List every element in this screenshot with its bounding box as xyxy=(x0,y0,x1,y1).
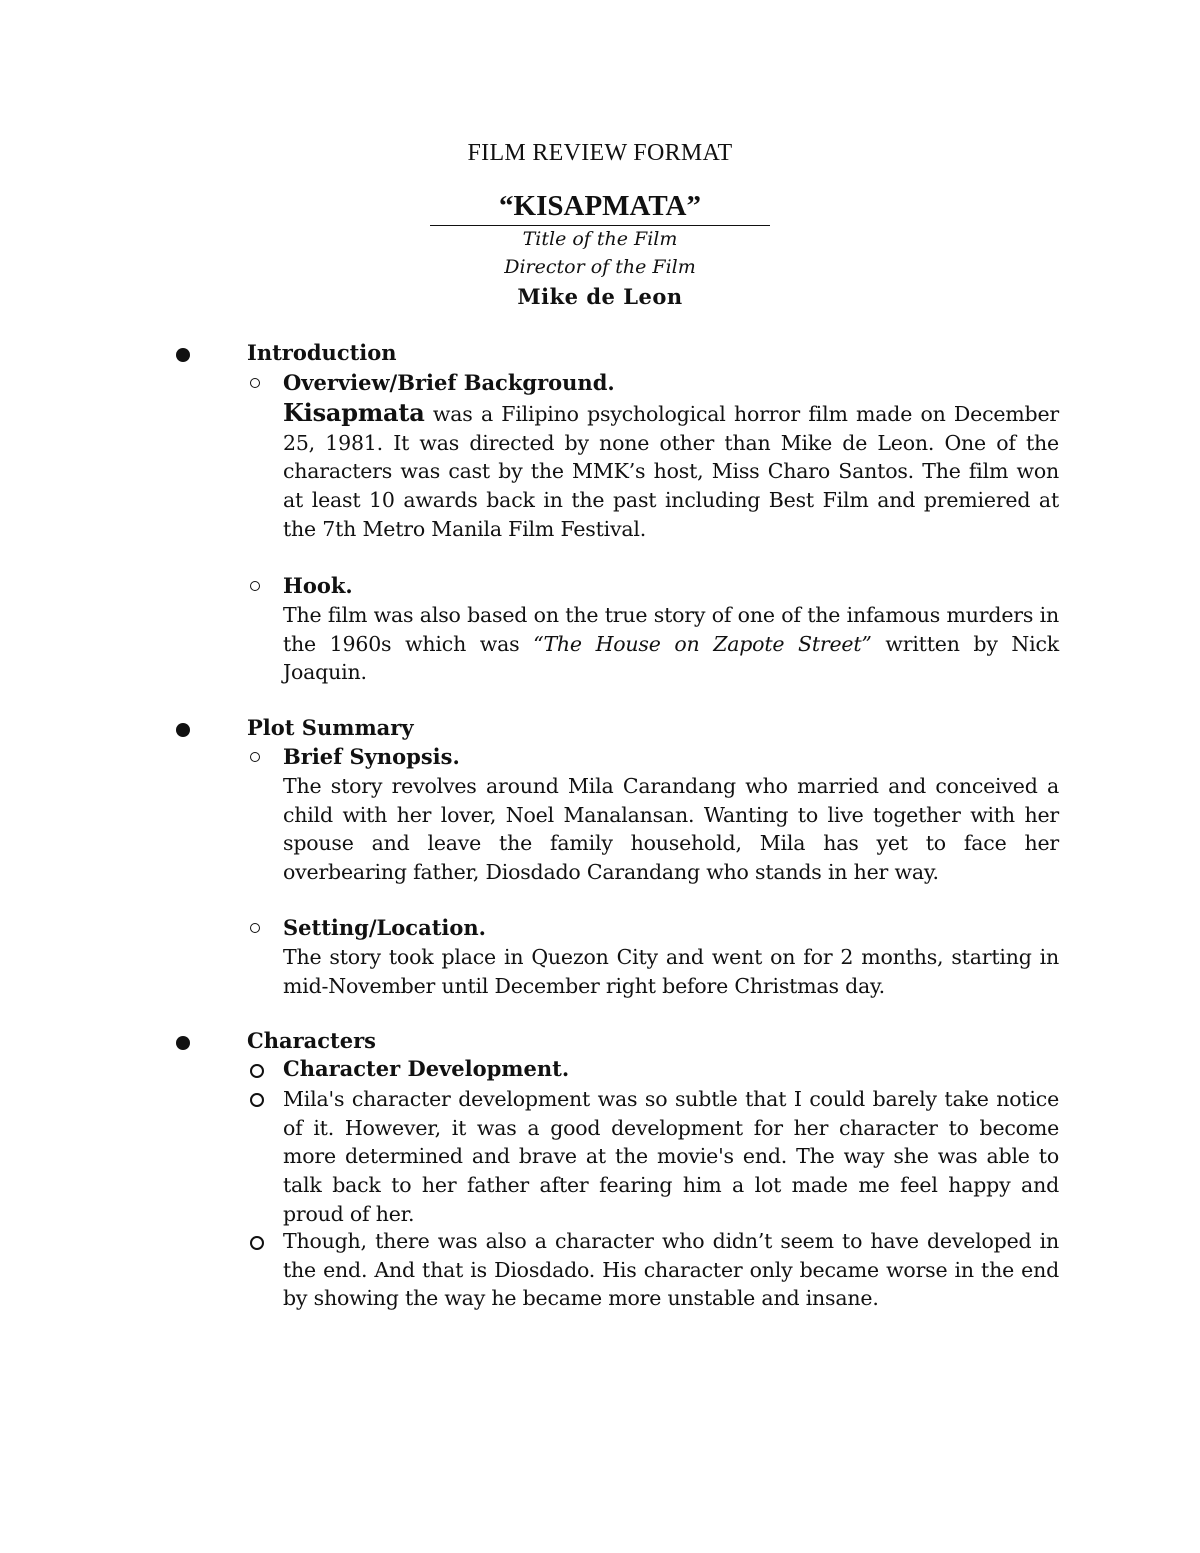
overview-lead: Kisapmata xyxy=(283,398,425,427)
synopsis-paragraph: The story revolves around Mila Carandang who married and conceived a child with her lover, Noel Manalansan. Wanting to live together with her spouse and leave the family household, Mila has yet to face her overbearing father, Diosdado Carandang who stands in her way. xyxy=(283,774,1059,885)
circle-bullet-icon xyxy=(250,1064,264,1078)
hook-paragraph: The film was also based on the true story of one of the infamous murders in the 1960s which was “The House on Zapote Street” written by Nick Joaquin. xyxy=(283,603,1060,685)
overview-label: Overview/Brief Background. xyxy=(283,370,615,395)
circle-bullet-icon xyxy=(250,752,260,762)
director-caption: Director of the Film xyxy=(504,256,696,278)
overview-paragraph: Kisapmata was a Filipino psychological horror film made on December 25, 1981. It was directed by none other than Mike de Leon. One of the characters was cast by the MMK’s host, Miss Charo Santos. The film won at least 10 awards back in the past including Best Film and premiered at the 7th Metro Manila Film Festival. xyxy=(283,398,1059,541)
section-characters-label: Characters xyxy=(247,1028,376,1053)
hook-label: Hook. xyxy=(283,573,353,598)
synopsis-label: Brief Synopsis. xyxy=(283,744,460,769)
bullet-dot-icon xyxy=(176,723,190,737)
character-development-label: Character Development. xyxy=(283,1056,570,1081)
title-caption: Title of the Film xyxy=(522,228,678,250)
section-introduction-label: Introduction xyxy=(247,340,397,365)
character-item-mila: Mila's character development was so subtle that I could barely take notice of it. However, it was a good development for her character to become more determined and brave at the movie's end. The way she was able to talk back to her father after fearing him a lot made me feel happy and proud of her. xyxy=(283,1087,1059,1226)
document-title: FILM REVIEW FORMAT xyxy=(467,140,733,166)
setting-paragraph: The story took place in Quezon City and went on for 2 months, starting in mid-November until December right before Christmas day. xyxy=(283,945,1059,998)
film-title: “KISAPMATA” xyxy=(430,190,770,226)
character-item-diosdado: Though, there was also a character who didn’t seem to have developed in the end. And that is Diosdado. His character only became worse in the end by showing the way he became more unstable and insane. xyxy=(283,1229,1059,1311)
bullet-dot-icon xyxy=(176,348,190,362)
circle-bullet-icon xyxy=(250,923,260,933)
section-plot-label: Plot Summary xyxy=(247,715,414,740)
bullet-dot-icon xyxy=(176,1036,190,1050)
circle-bullet-icon xyxy=(250,1093,264,1107)
circle-bullet-icon xyxy=(250,1236,264,1250)
circle-bullet-icon xyxy=(250,581,260,591)
circle-bullet-icon xyxy=(250,378,260,388)
hook-italic-title: “The House on Zapote Street” xyxy=(533,631,872,656)
director-name: Mike de Leon xyxy=(517,284,683,309)
setting-label: Setting/Location. xyxy=(283,915,486,940)
